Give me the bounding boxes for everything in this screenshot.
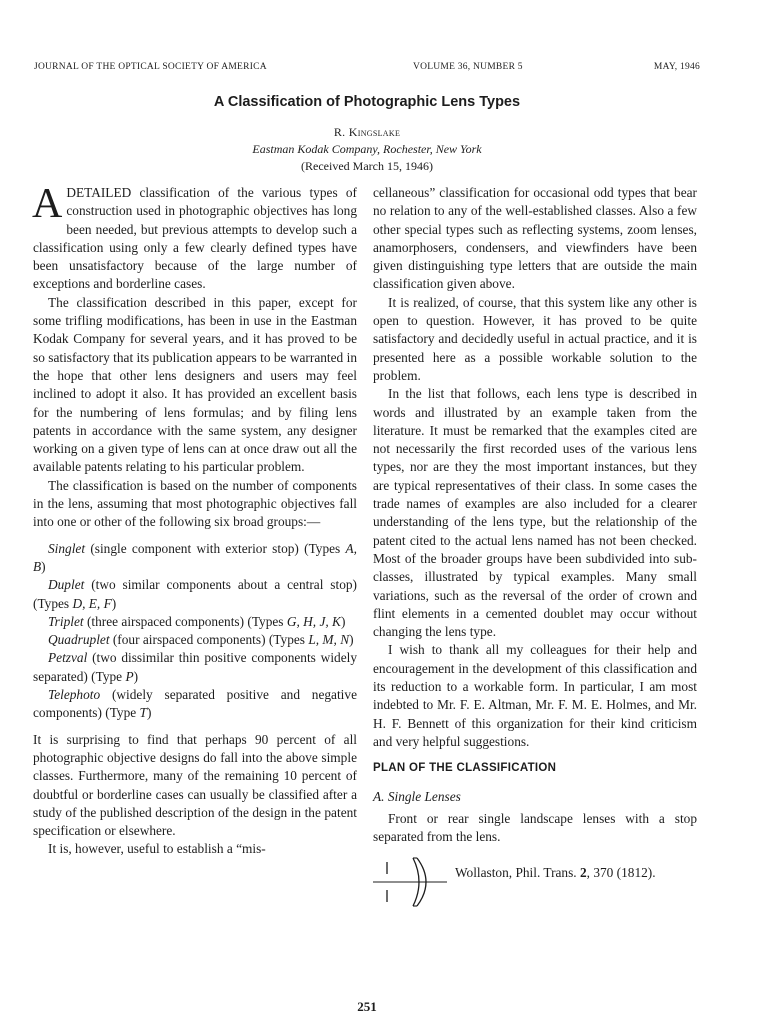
group-item-quadruplet: Quadruplet (four airspaced components) (Types L, M, N) — [48, 632, 354, 648]
byline — [0, 124, 734, 175]
paragraph: The classification is based on the number of components in the lens, assuming that most photographic objectives fall into one or other of the following six broad groups:— — [33, 477, 357, 530]
section-heading: PLAN OF THE CLASSIFICATION — [373, 762, 557, 775]
received-date: (Received March 15, 1946) — [301, 159, 433, 173]
paragraph: It is realized, of course, that this system like any other is open to question. However, it has proved to be quite satisfactory and decidedly useful in actual practice, and it is presented here as a possible workable solution to the problem. — [373, 294, 697, 383]
intro-text: DETAILED classification of the various types of construction used in photographic objectives has long been needed, but previous attempts to develop such a classification using only a few clearly defined types have been unsatisfactory because of the large number of exceptions and borderline cases. — [33, 185, 357, 292]
group-item-petzval: Petzval (two dissimilar thin positive components widely separated) (Type P) — [33, 650, 357, 684]
issue-date: MAY, 1946 — [653, 62, 700, 72]
page-number: 251 — [357, 999, 377, 1014]
paragraph: Front or rear single landscape lenses with a stop separated from the lens. — [373, 810, 697, 845]
paragraph: It is, however, useful to establish a “mis- — [48, 841, 266, 857]
group-item-triplet: Triplet (three airspaced components) (Types G, H, J, K) — [48, 613, 346, 629]
running-header — [34, 62, 700, 78]
paragraph: cellaneous” classification for occasional odd types that bear no relation to any of the well-established classes. Also a few other special types such as reflecting systems, zoom lenses, anamorphosers, condensers, and viewfinders have been given distinguishing type letters that are outside the main classification given above. — [373, 185, 697, 292]
author: R. Kingslake — [333, 125, 401, 139]
left-column — [32, 181, 357, 859]
paragraph-acknowledgments: I wish to thank all my colleagues for their help and encouragement in the development of this classification and its reduction to a workable form. In particular, I am most indebted to Mr. F. E. Altman, Mr. F. M. E. Holmes, and Mr. H. F. Bennett of this organization for their kind criticism and very helpful suggestions. — [373, 642, 697, 749]
paragraph: In the list that follows, each lens type is described in words and illustrated by an example taken from the literature. It must be remarked that the examples cited are not necessarily the first recorded uses of the various lens types, nor are they the most important instances, but they are typical representatives of their class. In some cases the trade names of examples are also included for a clearer understanding of the lens type, but the relationship of the patent cited to the actual lens named has not been checked. Most of the broader groups have been subdivided into sub-classes, illustrated by typical examples. Many small variations, such as the reversal of the order of crown and flint elements in a cemented doublet may occur without changing the lens type. — [373, 386, 697, 640]
group-item-telephoto: Telephoto (widely separated positive and negative components) (Type T) — [33, 687, 357, 721]
paragraph: It is surprising to find that perhaps 90 percent of all photographic objective designs do fall into the above simple classes. Furthermore, many of the remaining 10 percent of doubtful or borderline cases can usually be classified after a study of the published description of the design in the patent specification or elsewhere. — [33, 731, 357, 839]
group-item-singlet: Singlet (single component with exterior stop) (Types A, B) — [33, 540, 357, 574]
volume-number: VOLUME 36, NUMBER 5 — [413, 62, 523, 72]
paragraph-intro — [32, 181, 357, 294]
article-title: A Classification of Photographic Lens Types — [213, 94, 521, 110]
journal-name: JOURNAL OF THE OPTICAL SOCIETY OF AMERICA — [34, 62, 267, 72]
paragraph: The classification described in this paper, except for some trifling modifications, has been in use in the Eastman Kodak Company for several years, and it has proved to be so satisfactory that its publication appears to be warranted in the hope that other lens designers and users may feel inclined to adopt it also. It has provided an excellent basis for the numbering of lens formulas; and by filing lens patents in accordance with the same system, any designer working on a given type of lens can at once draw out all the available patents relating to his particular problem. — [33, 294, 357, 475]
single-lens-diagram — [373, 854, 453, 912]
lens-example-row — [373, 854, 697, 912]
subsection-heading: A. Single Lenses — [373, 788, 461, 804]
drop-cap: A — [32, 181, 63, 227]
group-item-duplet: Duplet (two similar components about a central stop) (Types D, E, F) — [33, 577, 357, 611]
affiliation: Eastman Kodak Company, Rochester, New York — [252, 142, 482, 156]
right-column — [373, 184, 697, 912]
example-reference: Wollaston, Phil. Trans. 2, 370 (1812). — [455, 865, 656, 881]
